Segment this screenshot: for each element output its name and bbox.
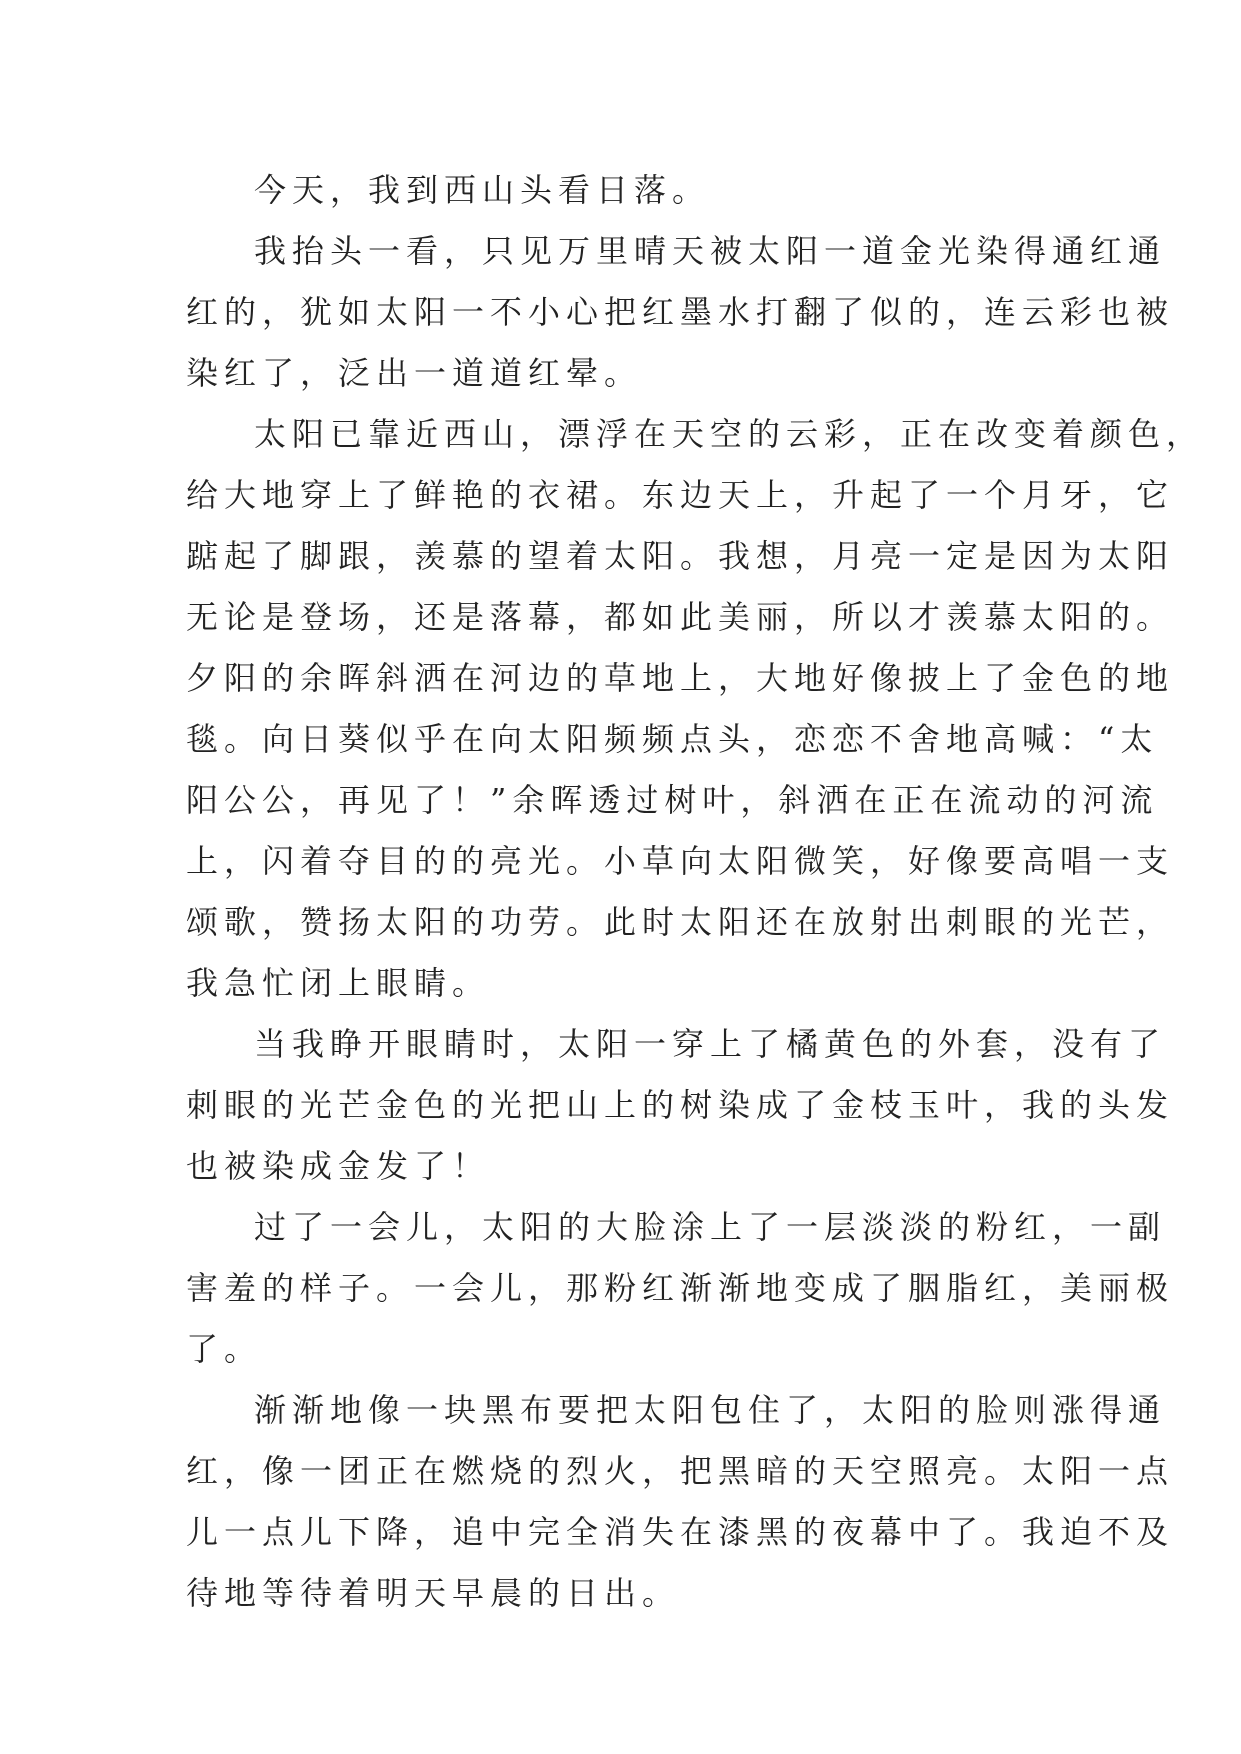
- paragraph-line: 红的，犹如太阳一不小心把红墨水打翻了似的，连云彩也被: [186, 293, 1175, 331]
- paragraph-line: 无论是登场，还是落幕，都如此美丽，所以才羡慕太阳的。: [186, 598, 1175, 636]
- paragraph-6: [186, 1380, 1175, 1624]
- paragraph-line: 夕阳的余晖斜洒在河边的草地上，大地好像披上了金色的地: [186, 659, 1175, 697]
- paragraph-5: [186, 1197, 1175, 1380]
- paragraph-4: [186, 1014, 1175, 1197]
- paragraph-line: 我抬头一看，只见万里晴天被太阳一道金光染得通红通: [254, 232, 1167, 270]
- paragraph-line: 也被染成金发了！: [186, 1147, 491, 1185]
- paragraph-line: 过了一会儿，太阳的大脸涂上了一层淡淡的粉红，一副: [254, 1208, 1167, 1246]
- paragraph-line: 红，像一团正在燃烧的烈火，把黑暗的天空照亮。太阳一点: [186, 1452, 1175, 1490]
- paragraph-1: [186, 160, 1066, 221]
- paragraph-line: 给大地穿上了鲜艳的衣裙。东边天上，升起了一个月牙，它: [186, 476, 1175, 514]
- paragraph-line: 刺眼的光芒金色的光把山上的树染成了金枝玉叶，我的头发: [186, 1086, 1175, 1124]
- paragraph-line: 渐渐地像一块黑布要把太阳包住了，太阳的脸则涨得通: [254, 1391, 1167, 1429]
- paragraph-2: [186, 221, 1175, 404]
- paragraph-line: 颂歌，赞扬太阳的功劳。此时太阳还在放射出刺眼的光芒，: [186, 903, 1175, 941]
- paragraph-line: 待地等待着明天早晨的日出。: [186, 1574, 681, 1612]
- paragraph-3: [186, 404, 1205, 1014]
- paragraph-line: 今天，我到西山头看日落。: [254, 171, 711, 209]
- paragraph-line: 当我睁开眼睛时，太阳一穿上了橘黄色的外套，没有了: [254, 1025, 1167, 1063]
- paragraph-line: 我急忙闭上眼睛。: [186, 964, 491, 1002]
- essay-body: [186, 160, 1205, 1624]
- paragraph-line: 毯。向日葵似乎在向太阳频频点头，恋恋不舍地高喊：“太: [186, 720, 1159, 758]
- paragraph-line: 阳公公，再见了！”余晖透过树叶，斜洒在正在流动的河流: [186, 781, 1159, 819]
- paragraph-line: 了。: [186, 1330, 263, 1368]
- paragraph-line: 染红了，泛出一道道红晕。: [186, 354, 643, 392]
- paragraph-line: 儿一点儿下降，追中完全消失在漆黑的夜幕中了。我迫不及: [186, 1513, 1175, 1551]
- paragraph-line: 上，闪着夺目的的亮光。小草向太阳微笑，好像要高唱一支: [186, 842, 1175, 880]
- paragraph-line: 害羞的样子。一会儿，那粉红渐渐地变成了胭脂红，美丽极: [186, 1269, 1175, 1307]
- paragraph-line: 踮起了脚跟，羡慕的望着太阳。我想，月亮一定是因为太阳: [186, 537, 1175, 575]
- paragraph-line: 太阳已靠近西山，漂浮在天空的云彩，正在改变着颜色，: [254, 415, 1205, 453]
